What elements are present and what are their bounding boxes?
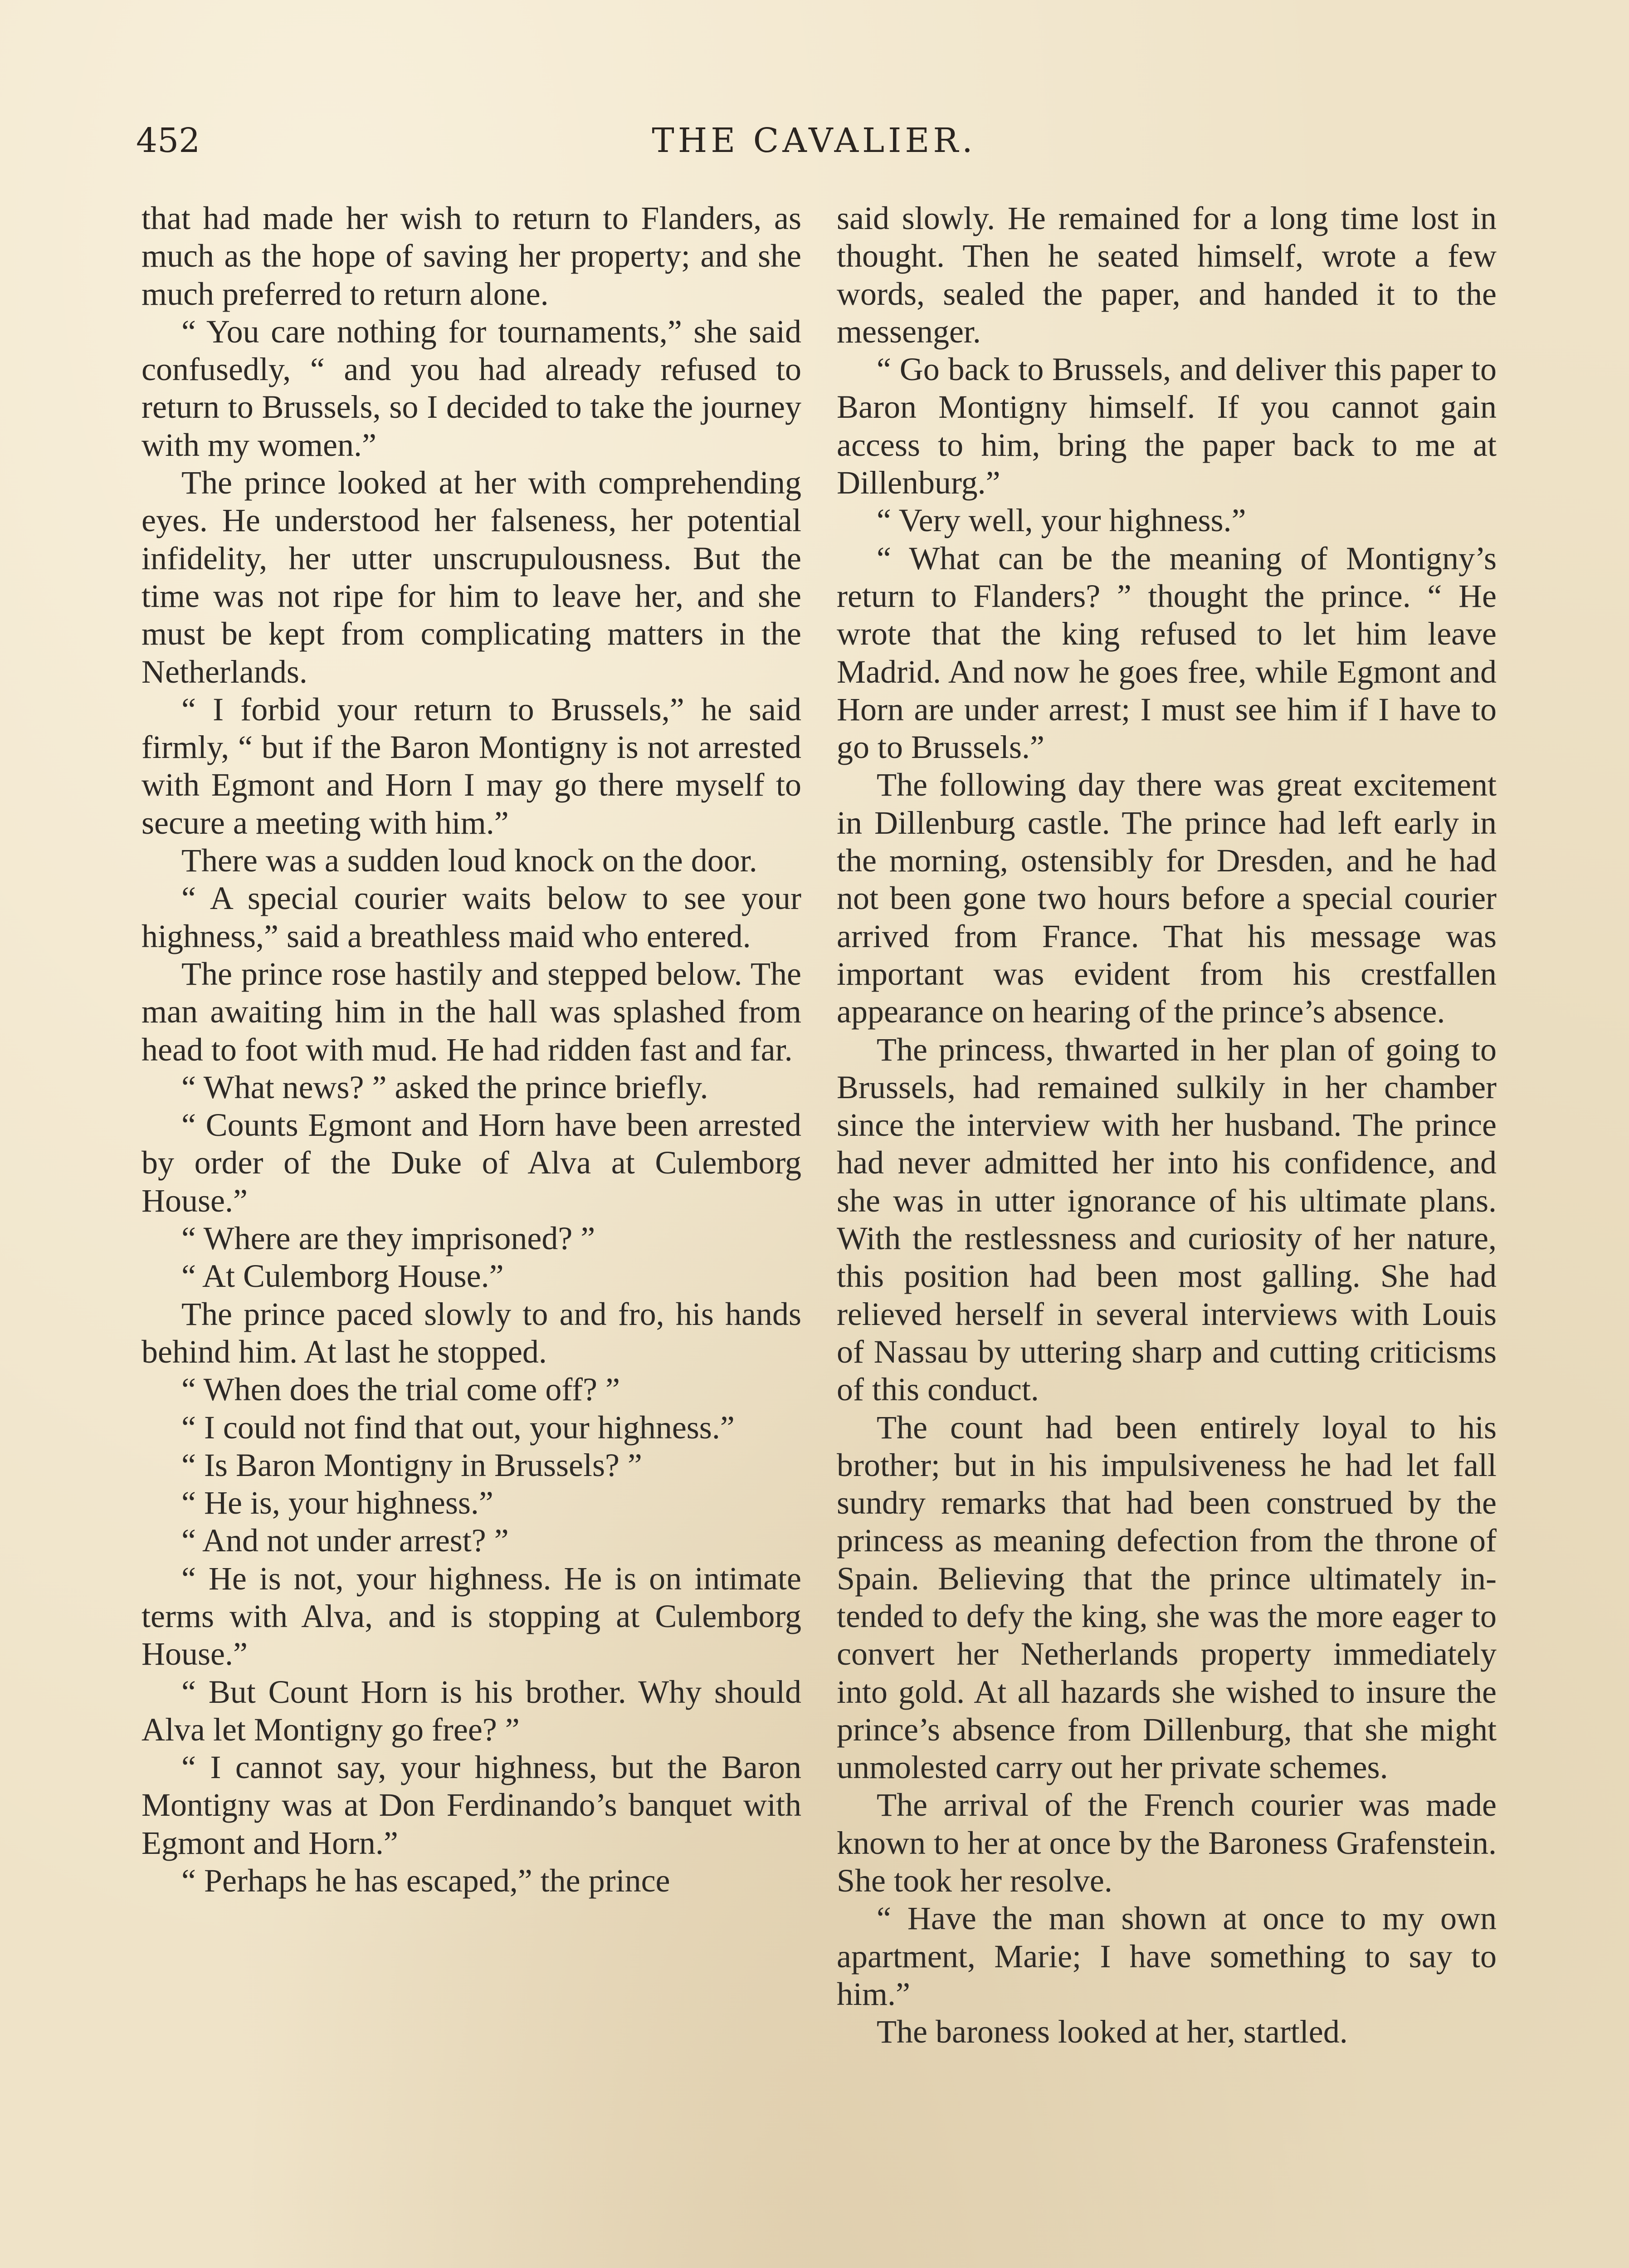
paragraph: “ Go back to Brussels, and deliver this paper to Baron Montigny himself. If you cannot gain access to him, bring the paper back to me at Dillenburg.” (837, 351, 1497, 501)
paragraph: “ When does the trial come off? ” (181, 1371, 620, 1408)
paragraph: “ You care nothing for tournaments,” she said confusedly, “ and you had already refused to return to Brussels, so I decided to take the journey with my women.” (141, 313, 801, 463)
paragraph: that had made her wish to return to Flanders, as much as the hope of saving her property; and she much preferred to return alone. (141, 200, 801, 312)
paragraph: “ But Count Horn is his brother. Why should Alva let Montigny go free? ” (141, 1673, 801, 1748)
paragraph: “ I forbid your return to Brussels,” he said firmly, “ but if the Baron Montigny is not arrested with Egmont and Horn I may go there myself to secure a meeting with him.” (141, 691, 801, 841)
paragraph: “ What news? ” asked the prince briefly. (181, 1069, 708, 1105)
paragraph: “ Very well, your highness.” (877, 502, 1246, 539)
left-column (141, 200, 801, 2268)
paragraph: “ He is not, your highness. He is on intimate terms with Alva, and is stopping at Culemborg House.” (141, 1560, 801, 1672)
paragraph: The baroness looked at her, startled. (877, 2014, 1348, 2050)
paragraph: “ I could not find that out, your highness.” (181, 1409, 735, 1446)
paragraph: “ And not under arrest? ” (181, 1522, 509, 1559)
paragraph: The princess, thwarted in her plan of going to Brussels, had remained sulkily in her chamber since the interview with her husband. The prince had never admitted her into his confidence, and she was in utter ignorance of his ultimate plans. With the restlessness and curiosity of her nature, this position had been most galling. She had relieved herself in several interviews with Louis of Nassau by uttering sharp and cutting criticisms of this conduct. (837, 1031, 1497, 1408)
page-header (136, 116, 1492, 166)
paragraph: “ Is Baron Montigny in Brussels? ” (181, 1447, 642, 1483)
running-title: THE CAVALIER. (652, 121, 976, 160)
paragraph: The prince paced slowly to and fro, his hands behind him. At last he stopped. (141, 1295, 801, 1370)
paragraph: The arrival of the French courier was made known to her at once by the Baroness Grafenstein. She took her resolve. (837, 1787, 1497, 1899)
paragraph: The count had been entirely loyal to his brother; but in his impulsiveness he had let fall sundry remarks that had been construed by the princess as meaning defection from the throne of Spain. Believing that the prince ultimately intended to defy the king, she was the more eager to convert her Netherlands property immediately into gold. At all hazards she wished to insure the prince’s absence from Dillenburg, that she might unmolested carry out her private schemes. (837, 1409, 1497, 1786)
paragraph: “ He is, your highness.” (181, 1485, 493, 1521)
right-column (837, 200, 1497, 2268)
paragraph: “ Have the man shown at once to my own apartment, Marie; I have something to say to him.” (837, 1900, 1497, 2012)
paragraph: The prince looked at her with comprehending eyes. He understood her falseness, her potential infidelity, her utter unscrupulousness. But the time was not ripe for him to leave her, and she must be kept from complicating matters in the Netherlands. (141, 464, 801, 690)
page-number: 452 (136, 121, 200, 160)
paragraph: The prince rose hastily and stepped below. The man awaiting him in the hall was splashed from head to foot with mud. He had ridden fast and far. (141, 955, 801, 1068)
paragraph: “ What can be the meaning of Montigny’s return to Flanders? ” thought the prince. “ He wrote that the king refused to let him leave Madrid. And now he goes free, while Egmont and Horn are under arrest; I must see him if I have to go to Brussels.” (837, 540, 1497, 766)
paragraph: “ Perhaps he has escaped,” the prince (181, 1862, 670, 1899)
paragraph: “ Counts Egmont and Horn have been arrested by order of the Duke of Alva at Culemborg House.” (141, 1107, 801, 1219)
paragraph: “ Where are they imprisoned? ” (181, 1220, 595, 1257)
paragraph: “ At Culemborg House.” (181, 1258, 504, 1295)
paragraph: “ A special courier waits below to see your highness,” said a breathless maid who entered. (141, 880, 801, 954)
paragraph: There was a sudden loud knock on the door. (181, 842, 757, 879)
paragraph: The following day there was great excitement in Dillenburg castle. The prince had left early in the morning, ostensibly for Dresden, and he had not been gone two hours before a special courier arrived from France. That his message was important was evident from his crestfallen appearance on hearing of the prince’s absence. (837, 767, 1497, 1030)
paragraph: “ I cannot say, your highness, but the Baron Montigny was at Don Ferdinando’s banquet with Egmont and Horn.” (141, 1749, 801, 1861)
paragraph: said slowly. He remained for a long time lost in thought. Then he seated himself, wrote a few words, sealed the paper, and handed it to the messenger. (837, 200, 1497, 350)
